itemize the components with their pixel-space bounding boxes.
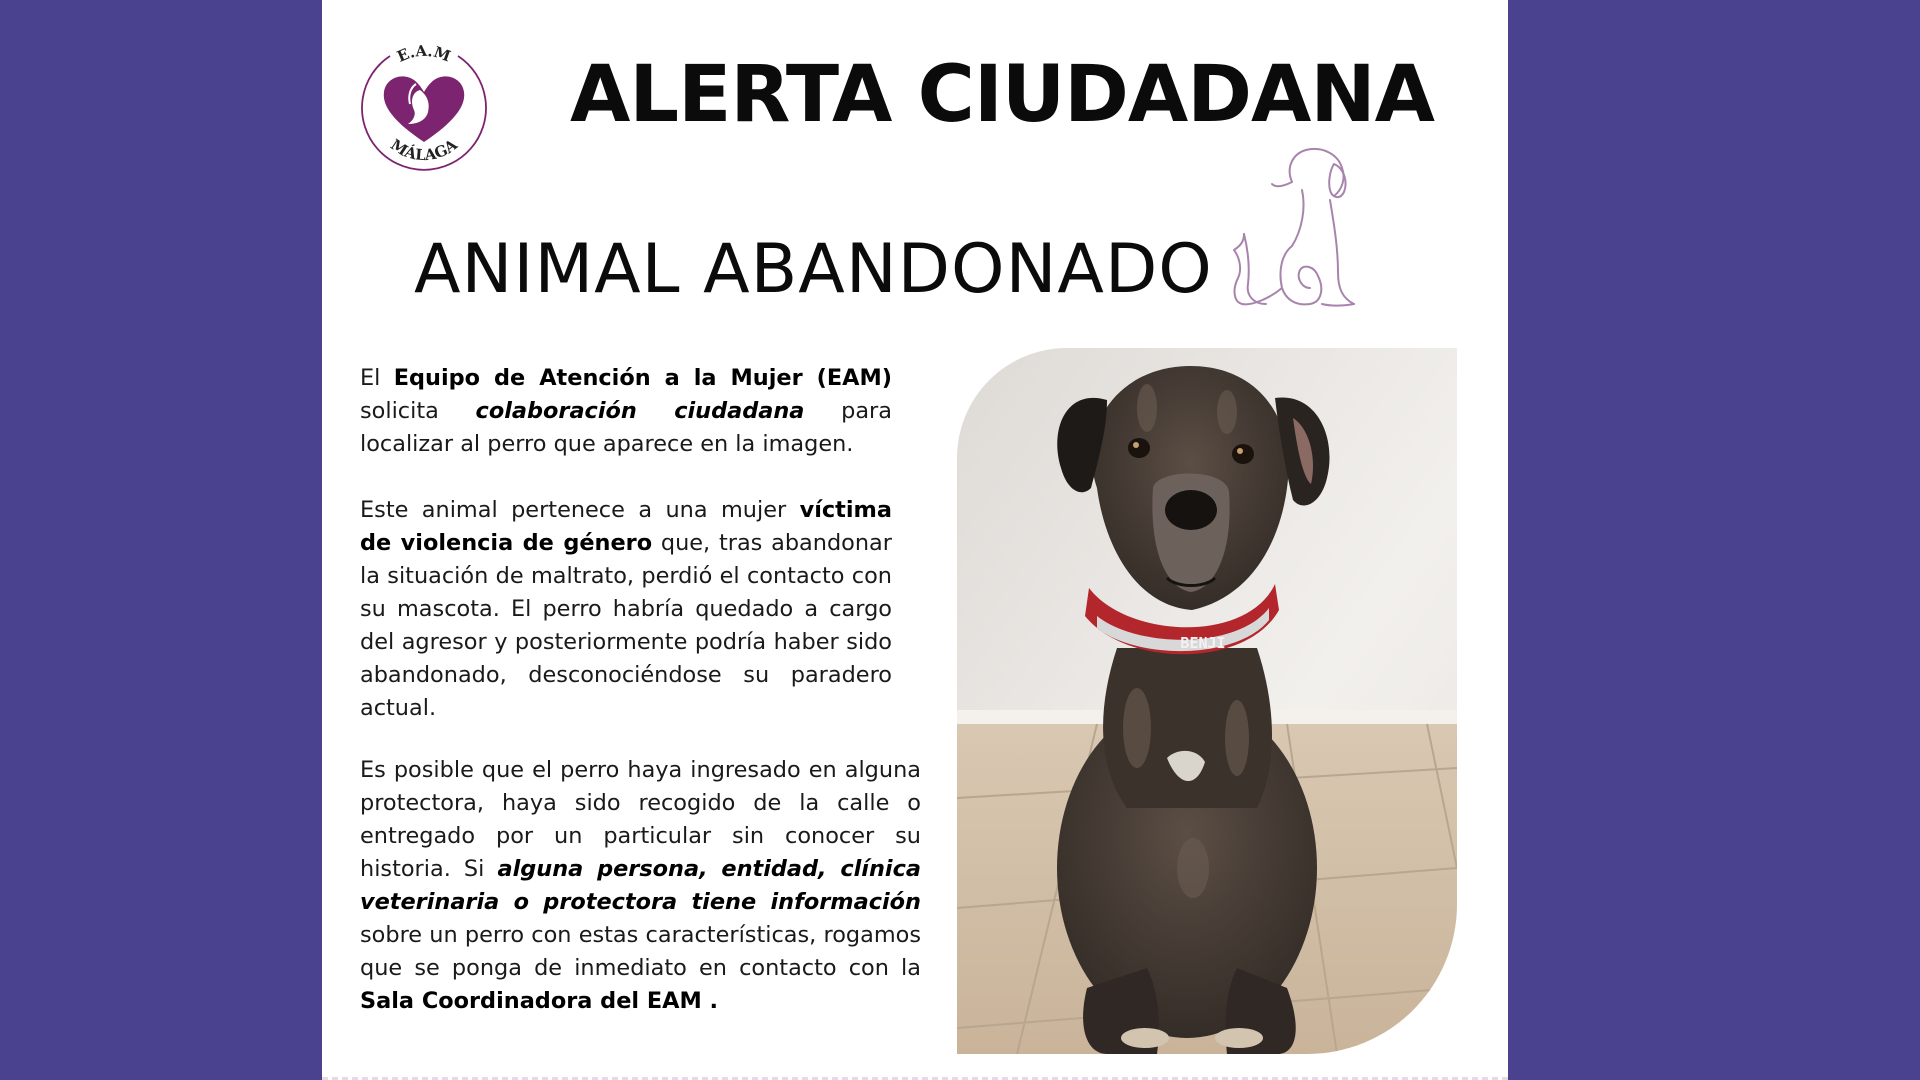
paragraph-request (360, 362, 892, 461)
text-span: Este animal pertenece a una mujer (360, 497, 800, 523)
headline: ALERTA CIUDADANA (570, 50, 1435, 140)
text-span: Es posible que el perro haya ingresado en alguna protectora, haya sido recogido de la calle o entregado por un particular sin conocer su historia. Si (360, 757, 921, 882)
text-span: sobre un perro con estas características, rogamos que se ponga de inmediato en contacto con la (360, 922, 921, 981)
text-span: . (701, 988, 719, 1014)
dog-outline-icon (1230, 138, 1380, 316)
subhead: ANIMAL ABANDONADO (414, 230, 1213, 309)
coordination-room: Sala Coordinadora del EAM (360, 988, 702, 1014)
text-span: para localizar al perro que aparece en la imagen. (360, 398, 892, 457)
paragraph-context (360, 494, 892, 725)
citizen-collaboration: colaboración ciudadana (475, 398, 805, 424)
text-span: que, tras abandonar la situación de maltrato, perdió el contacto con su mascota. El perro habría quedado a cargo del agresor y posteriormente podría haber sido abandonado, desconociéndose su paradero actual. (360, 530, 892, 721)
dog-photo (957, 348, 1457, 1054)
body-text (360, 362, 921, 1018)
audience-phrase: alguna persona, entidad, clínica veterinaria o protectora tiene información (360, 856, 921, 915)
eam-malaga-logo (354, 34, 494, 180)
text-span: El (360, 365, 394, 391)
victim-phrase: víctima de violencia de género (360, 497, 892, 556)
alert-poster (322, 0, 1508, 1080)
text-span: solicita (360, 398, 476, 424)
logo-bottom-text: MÁLAGA (387, 135, 461, 165)
heart-woman-icon (354, 34, 494, 180)
collar-tag-text: BENJI (1180, 634, 1226, 652)
eam-name: Equipo de Atención a la Mujer (EAM) (393, 365, 892, 391)
logo-top-text: E.A.M (394, 41, 454, 66)
svg-text:E.A.M (394, 42, 453, 66)
paragraph-contact (360, 754, 921, 1018)
